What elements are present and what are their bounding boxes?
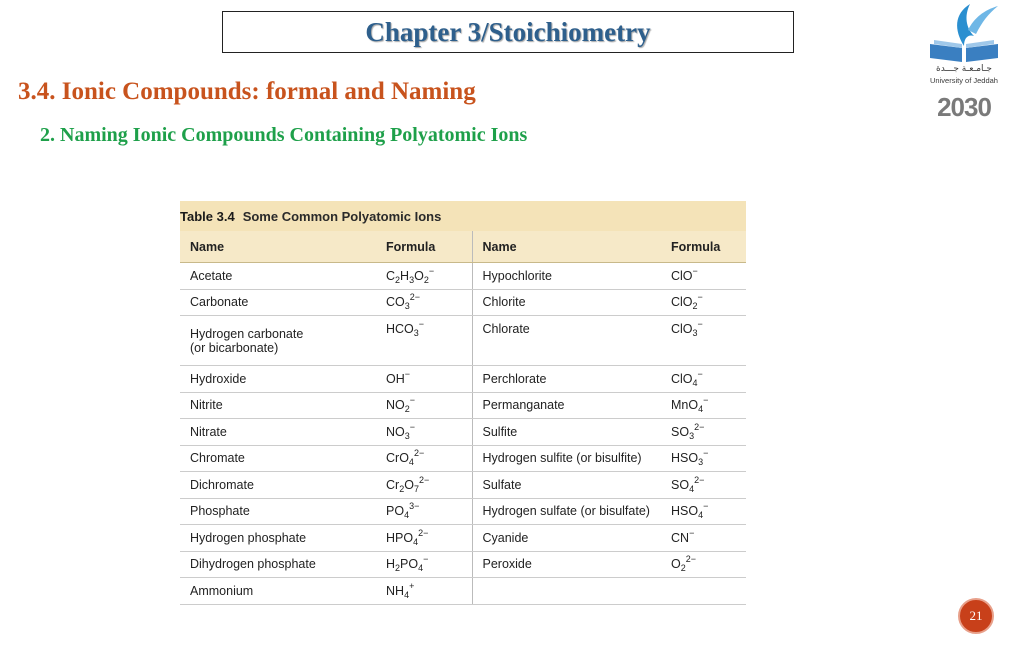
- formula-part: NO: [386, 398, 405, 413]
- ion-name-text: Hydrogen phosphate: [190, 530, 307, 545]
- formula-part: CO: [386, 295, 405, 310]
- ion-formula: [661, 551, 746, 578]
- polyatomic-ions-table: [180, 201, 746, 605]
- formula-part: MnO: [671, 398, 699, 413]
- formula-part: PO: [386, 504, 405, 519]
- formula-part: 3−: [409, 501, 420, 512]
- ion-name: [180, 472, 376, 499]
- ion-formula: [661, 263, 746, 290]
- header-name-1: Name: [180, 231, 376, 263]
- formula-part: 2: [395, 563, 401, 574]
- ion-name-text: Hydrogen sulfite (or bisulfite): [482, 451, 642, 466]
- header-formula-1: Formula: [376, 231, 472, 263]
- ion-formula: [376, 263, 472, 290]
- ion-name-text: Hydrogen sulfate (or bisulfate): [482, 504, 650, 519]
- ion-name: [180, 525, 376, 552]
- table-row: [180, 472, 746, 499]
- subsection-title: 2. Naming Ionic Compounds Containing Polyatomic Ions: [40, 124, 528, 146]
- formula-part: SO: [671, 477, 690, 492]
- formula-part: −: [697, 319, 703, 329]
- ion-formula: [376, 472, 472, 499]
- ion-name: [180, 263, 376, 290]
- formula-part: 4: [698, 510, 704, 521]
- ion-formula: [376, 289, 472, 316]
- formula-part: −: [697, 368, 703, 379]
- table-row: [180, 498, 746, 525]
- table-row: [180, 578, 746, 605]
- formula-part: 2−: [694, 474, 705, 485]
- formula-part: 7: [413, 483, 419, 494]
- formula-part: CN: [671, 530, 690, 545]
- formula-part: 3: [413, 328, 419, 338]
- formula-part: 3: [698, 457, 704, 468]
- formula-part: −: [418, 319, 425, 329]
- ion-name: [180, 498, 376, 525]
- table-row: [180, 366, 746, 393]
- page-number-badge: [958, 598, 994, 634]
- ion-name: [472, 525, 661, 552]
- formula-part: 2: [423, 274, 429, 285]
- formula-part: +: [409, 580, 415, 591]
- section-title: 3.4. Ionic Compounds: formal and Naming: [18, 78, 476, 105]
- formula-part: 2−: [685, 554, 697, 565]
- ion-name-text: Chlorate: [482, 322, 530, 336]
- formula-part: H: [400, 268, 410, 283]
- ion-name: [180, 392, 376, 419]
- ion-name-text: Carbonate: [190, 295, 249, 310]
- formula-part: H: [386, 557, 396, 572]
- ion-name: [180, 445, 376, 472]
- ion-formula: [376, 445, 472, 472]
- ion-name-text: Nitrate: [190, 424, 227, 439]
- ion-name: [180, 551, 376, 578]
- ion-name-text: Cyanide: [482, 530, 529, 545]
- ion-name-text: Phosphate: [190, 504, 250, 519]
- formula-part: 2: [692, 301, 698, 312]
- ion-name-text: Hydroxide: [190, 371, 247, 386]
- ion-formula: [376, 366, 472, 393]
- formula-part: CrO: [386, 451, 409, 466]
- formula-part: −: [428, 265, 435, 276]
- page-number: 21: [969, 608, 983, 623]
- formula-part: 3: [689, 430, 695, 441]
- formula-part: HCO: [386, 322, 414, 336]
- formula-part: −: [703, 395, 709, 406]
- table-row: [180, 419, 746, 446]
- ion-formula: [661, 525, 746, 552]
- formula-part: ClO: [671, 295, 693, 310]
- header-formula-2: Formula: [661, 231, 746, 263]
- ion-name: [180, 289, 376, 316]
- ion-name: [472, 498, 661, 525]
- formula-part: 3: [692, 328, 698, 338]
- formula-part: HSO: [671, 504, 699, 519]
- formula-part: 4: [413, 536, 419, 547]
- formula-part: NO: [386, 424, 405, 439]
- ion-name-text: Dichromate: [190, 477, 254, 492]
- book-wing-icon: [924, 0, 1004, 64]
- table-row: [180, 316, 746, 366]
- ion-name-text: Hydrogen carbonate: [190, 326, 304, 341]
- formula-part: HSO: [671, 451, 699, 466]
- formula-part: 4: [408, 457, 414, 468]
- formula-part: −: [404, 368, 411, 379]
- logo-arabic-name: جـامـعـة جـــدة: [936, 64, 992, 74]
- table-title: Some Common Polyatomic Ions: [242, 208, 442, 224]
- formula-part: −: [703, 448, 709, 459]
- table-row: [180, 525, 746, 552]
- ion-formula: [661, 289, 746, 316]
- formula-part: 3: [409, 274, 415, 285]
- ion-name-text: Acetate: [190, 268, 233, 283]
- ion-name: [180, 419, 376, 446]
- university-logo: [924, 0, 1004, 125]
- ion-name: [472, 263, 661, 290]
- formula-part: 4: [418, 563, 424, 574]
- ion-name-alt: (or bicarbonate): [190, 340, 279, 355]
- formula-part: 2: [399, 483, 405, 494]
- formula-part: 4: [404, 589, 410, 600]
- formula-part: 2−: [418, 527, 429, 538]
- ion-formula: [661, 445, 746, 472]
- chapter-title: Chapter 3/Stoichiometry: [365, 16, 651, 47]
- formula-part: −: [689, 527, 695, 538]
- formula-part: 4: [698, 404, 704, 415]
- formula-part: SO: [671, 424, 690, 439]
- formula-part: OH: [386, 371, 405, 386]
- formula-part: Cr: [386, 477, 400, 492]
- ion-name-text: Nitrite: [190, 398, 223, 413]
- formula-part: −: [692, 265, 698, 276]
- ion-formula: [376, 525, 472, 552]
- ion-formula: [376, 578, 472, 605]
- formula-part: ClO: [671, 322, 693, 336]
- ion-name: [472, 551, 661, 578]
- formula-part: 2−: [409, 292, 421, 303]
- ion-name-text: Sulfate: [482, 477, 522, 492]
- formula-part: C: [386, 268, 396, 283]
- formula-part: 3: [404, 301, 410, 312]
- formula-part: 4: [689, 483, 695, 494]
- ion-name: [472, 392, 661, 419]
- ion-name-text: Chromate: [190, 451, 245, 466]
- table-row: [180, 445, 746, 472]
- ion-name: [472, 316, 661, 366]
- formula-part: 4: [404, 510, 410, 521]
- ion-formula: [661, 472, 746, 499]
- formula-part: −: [409, 395, 416, 406]
- formula-part: PO: [400, 557, 419, 572]
- ion-name: [472, 366, 661, 393]
- ion-name-text: Permanganate: [482, 398, 565, 413]
- ion-formula: [376, 392, 472, 419]
- formula-part: 2−: [413, 448, 425, 459]
- ion-name: [472, 419, 661, 446]
- ion-formula: [376, 316, 472, 366]
- ion-name: [180, 366, 376, 393]
- formula-part: O: [404, 477, 414, 492]
- table-row: [180, 551, 746, 578]
- table-row: [180, 289, 746, 316]
- ion-formula: [661, 316, 746, 366]
- ion-name: [180, 316, 376, 366]
- ion-name-text: Dihydrogen phosphate: [190, 557, 316, 572]
- formula-part: HPO: [386, 530, 414, 545]
- formula-part: NH: [386, 583, 405, 598]
- formula-part: −: [423, 554, 429, 565]
- formula-part: ClO: [671, 268, 693, 283]
- ion-name-text: Sulfite: [482, 424, 518, 439]
- ion-name-text: Chlorite: [482, 295, 526, 310]
- table-header-row: [180, 231, 746, 263]
- table-row: [180, 392, 746, 419]
- ion-name-text: Peroxide: [482, 557, 532, 572]
- formula-part: 2: [680, 563, 686, 574]
- ion-name: [472, 289, 661, 316]
- formula-part: 3: [404, 430, 410, 441]
- formula-part: −: [703, 501, 709, 512]
- formula-part: 2−: [694, 421, 705, 432]
- ion-formula: [376, 419, 472, 446]
- table-caption: [180, 201, 746, 231]
- formula-part: −: [697, 292, 703, 303]
- ion-name: [180, 578, 376, 605]
- ion-name-text: Perchlorate: [482, 371, 547, 386]
- ion-formula: [661, 578, 746, 605]
- header-name-2: Name: [472, 231, 661, 263]
- vision-2030-logo: 2030: [937, 92, 991, 122]
- formula-part: 2: [404, 404, 410, 415]
- chapter-title-box: [222, 11, 794, 53]
- formula-part: 2−: [418, 474, 430, 485]
- ion-formula: [376, 498, 472, 525]
- formula-part: O: [671, 557, 681, 572]
- table-row: [180, 263, 746, 290]
- ion-name: [472, 578, 661, 605]
- ion-name-text: Hypochlorite: [482, 268, 552, 283]
- formula-part: O: [414, 268, 424, 283]
- ion-name-text: Ammonium: [190, 583, 254, 598]
- formula-part: ClO: [671, 371, 693, 386]
- ion-formula: [661, 366, 746, 393]
- ion-name: [472, 445, 661, 472]
- table-label: Table 3.4: [180, 208, 235, 224]
- ion-formula: [661, 419, 746, 446]
- formula-part: 4: [692, 377, 698, 388]
- formula-part: −: [409, 421, 416, 432]
- ion-name: [472, 472, 661, 499]
- ion-formula: [661, 498, 746, 525]
- ion-formula: [376, 551, 472, 578]
- ion-formula: [661, 392, 746, 419]
- formula-part: 2: [395, 274, 401, 285]
- logo-english-name: University of Jeddah: [930, 76, 998, 85]
